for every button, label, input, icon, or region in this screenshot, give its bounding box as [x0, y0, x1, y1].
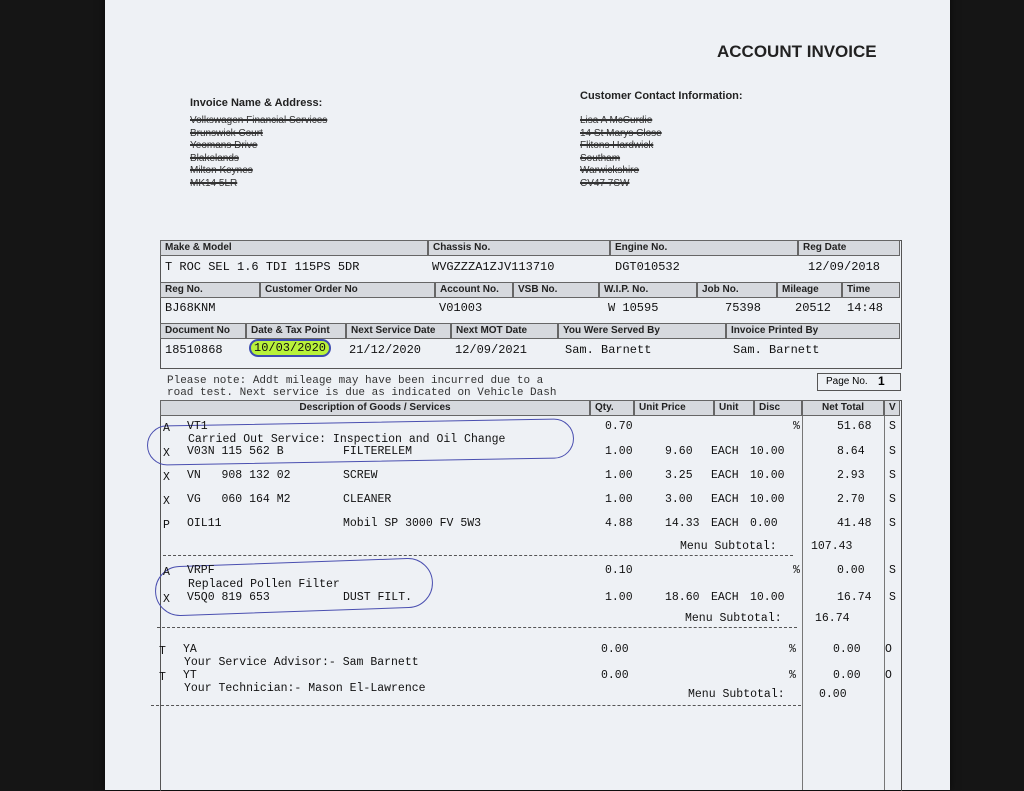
row-part: OIL11 [187, 517, 222, 530]
row-code: X [163, 447, 170, 460]
row-code: A [163, 566, 170, 579]
row-unit-price: 9.60 [665, 445, 693, 458]
row-v: S [889, 420, 896, 433]
subtotal-1-value: 107.43 [811, 540, 853, 553]
wip-label: W.I.P. No. [599, 282, 697, 298]
page-label: Page No. [826, 376, 868, 387]
row-code: X [163, 593, 170, 606]
time-label: Time [842, 282, 900, 298]
row-disc: % [793, 564, 800, 577]
row-disc: 0.00 [750, 517, 778, 530]
page-box [817, 373, 901, 391]
row-disc: 10.00 [750, 493, 785, 506]
address-line: Milton Keynes [190, 165, 253, 176]
row-code: X [163, 471, 170, 484]
col-qty: Qty. [590, 400, 634, 416]
subtotal-1-label: Menu Subtotal: [680, 540, 777, 553]
vsb-label: VSB No. [513, 282, 599, 298]
chassis-number: WVGZZZA1ZJV113710 [432, 260, 555, 274]
row-unit: EACH [711, 445, 739, 458]
col-description: Description of Goods / Services [160, 400, 590, 416]
row-unit: EACH [711, 469, 739, 482]
row-unit: EACH [711, 493, 739, 506]
document-label: Document No [160, 323, 246, 339]
printed-by: Sam. Barnett [733, 343, 820, 357]
col-unit: Unit [714, 400, 754, 416]
row-net-total: 2.93 [837, 469, 865, 482]
row-v: S [889, 517, 896, 530]
row-part: V03N 115 562 B [187, 445, 284, 458]
row-qty: 0.10 [605, 564, 633, 577]
row-part: VG 060 164 M2 [187, 493, 291, 506]
row-unit-price: 14.33 [665, 517, 700, 530]
row-qty: 0.00 [601, 643, 629, 656]
address-line: Yeomans Drive [190, 140, 258, 151]
customer-line: Warwickshire [580, 165, 640, 176]
wip-number: W 10595 [608, 301, 659, 315]
customer-line: 14 St Marys Close [580, 127, 662, 139]
served-by: Sam. Barnett [565, 343, 652, 357]
row-code: A [163, 422, 170, 435]
row-qty: 1.00 [605, 591, 633, 604]
customer-order-label: Customer Order No [260, 282, 435, 298]
document-number: 18510868 [165, 343, 223, 357]
make-model: T ROC SEL 1.6 TDI 115PS 5DR [165, 260, 360, 274]
mileage-label: Mileage [777, 282, 842, 298]
customer-address [580, 115, 662, 190]
row-description: CLEANER [343, 493, 392, 506]
next-mot-date: 12/09/2021 [455, 343, 528, 357]
subtotal-3-value: 0.00 [819, 688, 847, 701]
row-v: S [889, 493, 896, 506]
reg-date-label: Reg Date [798, 240, 900, 256]
row-net-total: 0.00 [837, 564, 865, 577]
address-line: Volkswagen Financial Services [190, 115, 328, 126]
col-net-total: Net Total [802, 400, 884, 416]
row-part: Your Service Advisor:- Sam Barnett [184, 656, 419, 669]
row-qty: 0.70 [605, 420, 633, 433]
row-qty: 0.00 [601, 669, 629, 682]
next-mot-label: Next MOT Date [451, 323, 558, 339]
chassis-label: Chassis No. [428, 240, 610, 256]
row-net-total: 2.70 [837, 493, 865, 506]
account-number: V01003 [439, 301, 483, 315]
reg-date: 12/09/2018 [808, 260, 881, 274]
served-by-label: You Were Served By [558, 323, 726, 339]
row-unit: EACH [711, 517, 739, 530]
account-label: Account No. [435, 282, 513, 298]
next-service-label: Next Service Date [346, 323, 451, 339]
invoice-name-label: Invoice Name & Address: [190, 97, 323, 109]
address-line: MK14 5LR [190, 177, 238, 189]
address-line: Brunswick Court [190, 127, 263, 139]
col-divider [884, 416, 885, 790]
row-unit: EACH [711, 591, 739, 604]
row-net-total: 41.48 [837, 517, 872, 530]
customer-line: Flitons Hardwick [580, 140, 654, 151]
row-v: S [889, 591, 896, 604]
row-code: T [159, 671, 166, 684]
row-description: FILTERELEM [343, 445, 413, 458]
job-number: 75398 [725, 301, 762, 315]
reg-number: BJ68KNM [165, 301, 216, 315]
mileage: 20512 [795, 301, 832, 315]
subtotal-2-value: 16.74 [815, 612, 850, 625]
row-disc: % [789, 669, 796, 682]
col-unit-price: Unit Price [634, 400, 714, 416]
row-disc: 10.00 [750, 445, 785, 458]
row-v: S [889, 445, 896, 458]
row-code: T [159, 645, 166, 658]
row-part: VT1 [187, 420, 208, 433]
row-qty: 4.88 [605, 517, 633, 530]
time: 14:48 [847, 301, 884, 315]
subtotal-2-label: Menu Subtotal: [685, 612, 782, 625]
divider [163, 555, 793, 556]
row-net-total: 51.68 [837, 420, 872, 433]
engine-number: DGT010532 [615, 260, 680, 274]
date-tax-label: Date & Tax Point [246, 323, 346, 339]
row-qty: 1.00 [605, 469, 633, 482]
mileage-note [167, 375, 556, 399]
reg-no-label: Reg No. [160, 282, 260, 298]
engine-label: Engine No. [610, 240, 798, 256]
note-line: Please note: Addt mileage may have been incurred due to a [167, 375, 544, 387]
invoice-address [190, 115, 327, 190]
row-code: X [163, 495, 170, 508]
row-description: SCREW [343, 469, 378, 482]
subtotal-3-label: Menu Subtotal: [688, 688, 785, 701]
col-v: V [884, 400, 900, 416]
row-disc: 10.00 [750, 469, 785, 482]
divider [157, 627, 797, 628]
row-part: V5Q0 819 653 [187, 591, 270, 604]
row-code: P [163, 519, 170, 532]
row-part: VRPF [187, 564, 215, 577]
row-part: YA [183, 643, 197, 656]
row-qty: 1.00 [605, 493, 633, 506]
page-number: 1 [878, 374, 885, 388]
row-part: YT [183, 669, 197, 682]
row-qty: 1.00 [605, 445, 633, 458]
row-disc: % [789, 643, 796, 656]
row-unit-price: 3.00 [665, 493, 693, 506]
divider [151, 705, 801, 706]
customer-line: Southam [580, 152, 621, 164]
row-net-total: 16.74 [837, 591, 872, 604]
row-disc: % [793, 420, 800, 433]
row-unit-price: 3.25 [665, 469, 693, 482]
make-model-label: Make & Model [160, 240, 428, 256]
row-v: S [889, 564, 896, 577]
note-line: road test. Next service is due as indicated on Vehicle Dash [167, 387, 557, 399]
row-part: VN 908 132 02 [187, 469, 291, 482]
invoice-title: ACCOUNT INVOICE [717, 42, 877, 61]
row-net-total: 0.00 [833, 643, 861, 656]
invoice-paper [105, 0, 950, 790]
address-line: Blakelands [190, 152, 239, 164]
row-disc: 10.00 [750, 591, 785, 604]
col-divider [802, 416, 803, 790]
job-label: Job No. [697, 282, 777, 298]
row-description: Mobil SP 3000 FV 5W3 [343, 517, 482, 530]
row-part: Replaced Pollen Filter [188, 578, 340, 591]
row-part: Carried Out Service: Inspection and Oil Change [188, 433, 506, 446]
printed-by-label: Invoice Printed By [726, 323, 900, 339]
date-tax-point: 10/03/2020 [249, 339, 331, 357]
row-v: S [889, 469, 896, 482]
customer-line: CV47 7SW [580, 177, 630, 189]
customer-label: Customer Contact Information: [580, 90, 743, 102]
row-unit-price: 18.60 [665, 591, 700, 604]
row-part: Your Technician:- Mason El-Lawrence [184, 682, 426, 695]
next-service-date: 21/12/2020 [349, 343, 422, 357]
row-net-total: 8.64 [837, 445, 865, 458]
row-description: DUST FILT. [343, 591, 413, 604]
row-v: O [885, 643, 892, 656]
row-v: O [885, 669, 892, 682]
row-net-total: 0.00 [833, 669, 861, 682]
customer-line: Lisa A McCurdie [580, 115, 653, 126]
col-disc: Disc [754, 400, 802, 416]
